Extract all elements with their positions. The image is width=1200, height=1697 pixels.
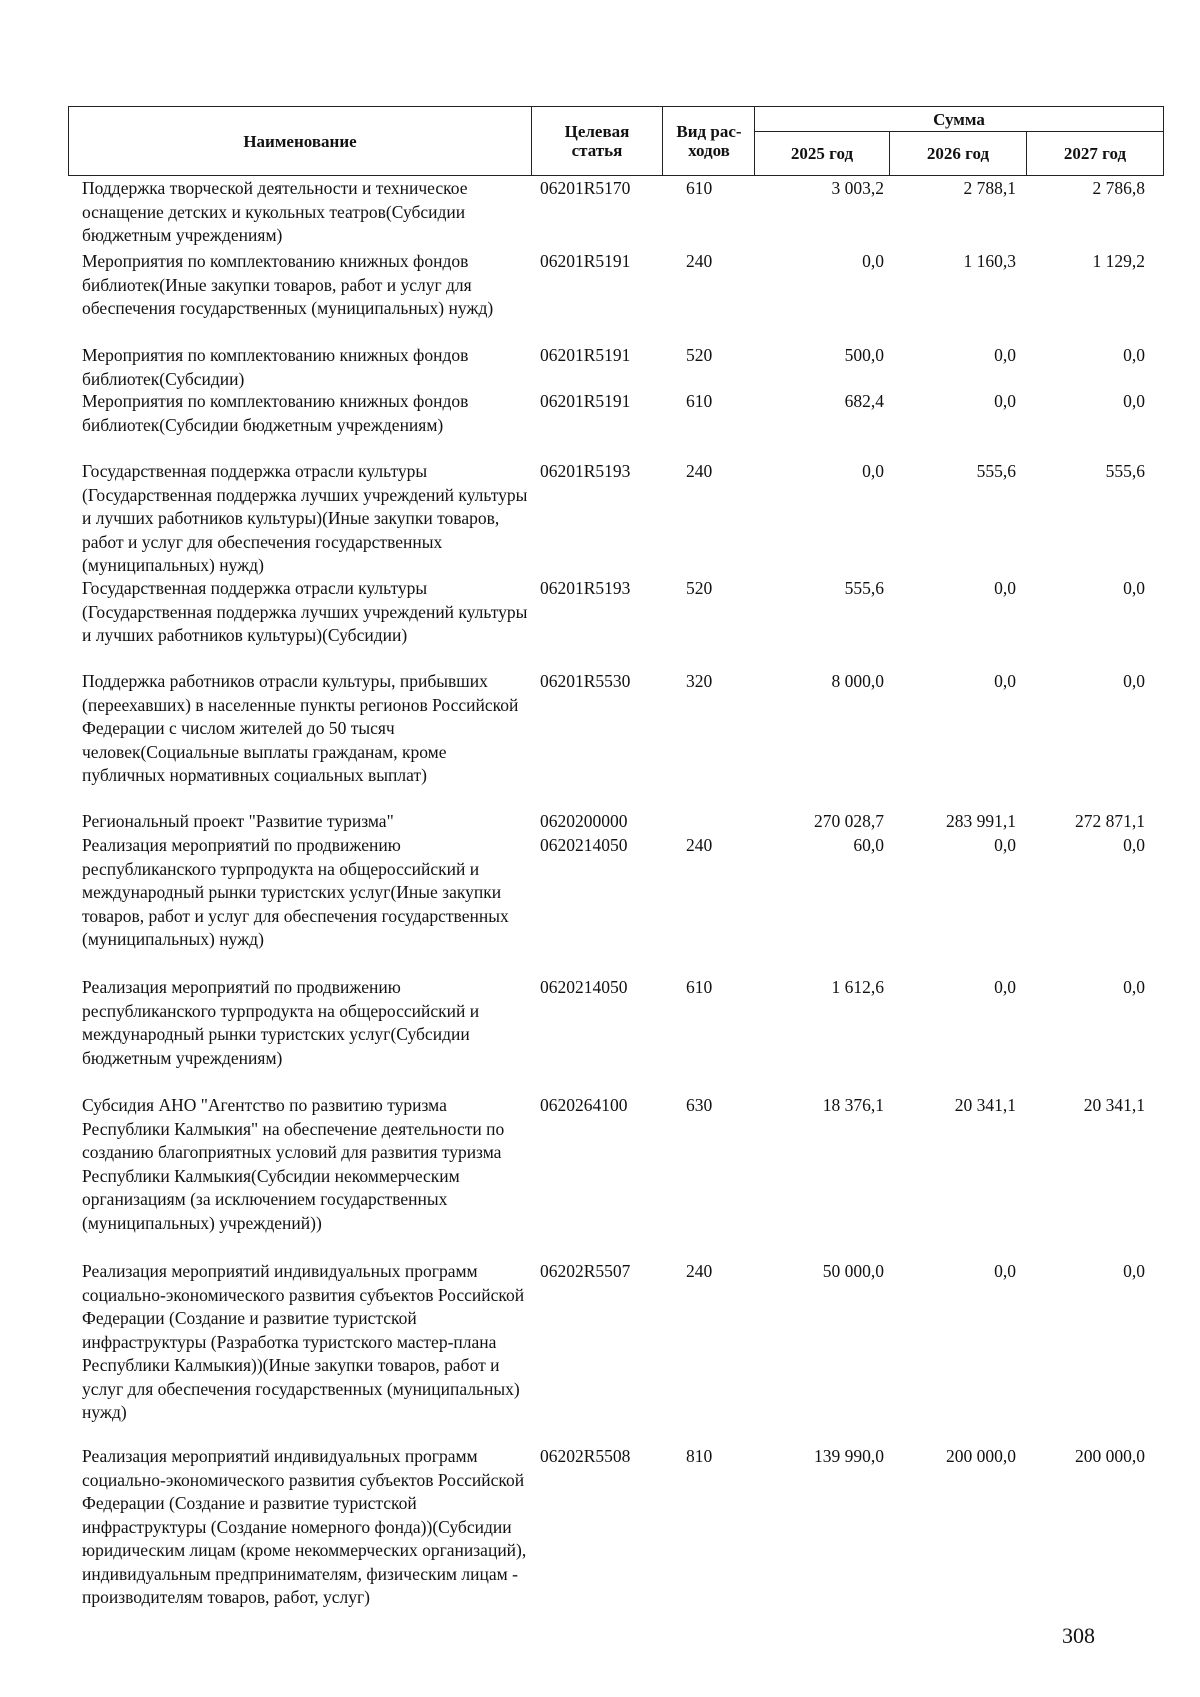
- row-value-2026: 0,0: [994, 1261, 1016, 1281]
- row-code: 06201R5193: [540, 578, 631, 598]
- header-2025: 2025 год: [790, 144, 854, 163]
- row-value-2025: 18 376,1: [822, 1095, 884, 1115]
- row-type: 610: [686, 178, 713, 198]
- header-name: Наименование: [243, 131, 357, 151]
- row-name: Региональный проект "Развитие туризма": [82, 811, 394, 831]
- row-value-2025: 1 612,6: [831, 977, 884, 997]
- row-value-2026: 1 160,3: [963, 251, 1016, 271]
- row-value-2025: 8 000,0: [831, 671, 884, 691]
- row-code: 0620214050: [540, 977, 628, 997]
- row-value-2025: 0,0: [862, 461, 884, 481]
- row-value-2026: 0,0: [994, 977, 1016, 997]
- row-type: 520: [686, 578, 713, 598]
- row-name: Реализация мероприятий индивидуальных программ социально-экономического развития субъектов Российской Федерации (Создание и развитие туристской инфраструктуры (Создание номерного фонда))(Субсидии юридическим лицам (кроме некоммерческих организаций), индивидуальным предпринимателям, физическим лицам - производителям товаров, работ, услуг): [82, 1446, 527, 1607]
- row-name: Поддержка работников отрасли культуры, прибывших (переехавших) в населенные пункты регионов Российской Федерации с числом жителей до 50 тысяч человек(Социальные выплаты гражданам, кроме публичных нормативных социальных выплат): [82, 671, 519, 785]
- row-value-2025: 555,6: [844, 578, 884, 598]
- row-code: 0620264100: [540, 1095, 628, 1115]
- row-value-2026: 0,0: [994, 671, 1016, 691]
- row-value-2026: 283 991,1: [946, 811, 1016, 831]
- header-divider: [531, 107, 532, 175]
- row-code: 06201R5191: [540, 345, 631, 365]
- row-type: 520: [686, 345, 713, 365]
- row-name: Мероприятия по комплектованию книжных фондов библиотек(Иные закупки товаров, работ и услуг для обеспечения государственных (муниципальных) нужд): [82, 251, 494, 318]
- row-value-2025: 60,0: [853, 835, 884, 855]
- row-code: 06201R5530: [540, 671, 631, 691]
- header-type: Вид рас-ходов: [676, 122, 742, 160]
- row-type: 810: [686, 1446, 713, 1466]
- row-code: 06201R5193: [540, 461, 631, 481]
- row-value-2027: 0,0: [1123, 391, 1145, 411]
- row-value-2027: 0,0: [1123, 1261, 1145, 1281]
- row-value-2025: 50 000,0: [822, 1261, 884, 1281]
- row-type: 630: [686, 1095, 713, 1115]
- row-value-2026: 0,0: [994, 345, 1016, 365]
- header-divider: [662, 107, 663, 175]
- row-value-2025: 682,4: [844, 391, 884, 411]
- page-number: 308: [1062, 1623, 1095, 1648]
- row-name: Реализация мероприятий по продвижению республиканского турпродукта на общероссийский и международный рынки туристских услуг(Субсидии бюджетным учреждениям): [82, 977, 480, 1068]
- row-value-2025: 500,0: [844, 345, 884, 365]
- row-value-2027: 555,6: [1105, 461, 1145, 481]
- table-header: [68, 106, 1164, 176]
- row-name: Государственная поддержка отрасли культуры (Государственная поддержка лучших учреждений культуры и лучших работников культуры)(Субсидии): [82, 578, 528, 645]
- row-value-2026: 2 788,1: [963, 178, 1016, 198]
- row-value-2027: 0,0: [1123, 977, 1145, 997]
- header-sum: Сумма: [933, 109, 985, 129]
- row-value-2027: 1 129,2: [1092, 251, 1145, 271]
- row-code: 06201R5170: [540, 178, 631, 198]
- row-code: 06201R5191: [540, 391, 631, 411]
- row-value-2026: 555,6: [976, 461, 1016, 481]
- header-2027: 2027 год: [1063, 144, 1127, 163]
- row-value-2025: 139 990,0: [814, 1446, 884, 1466]
- row-value-2025: 0,0: [862, 251, 884, 271]
- row-type: 320: [686, 671, 713, 691]
- row-value-2027: 200 000,0: [1075, 1446, 1145, 1466]
- row-value-2026: 20 341,1: [954, 1095, 1016, 1115]
- row-value-2026: 200 000,0: [946, 1446, 1016, 1466]
- row-name: Реализация мероприятий индивидуальных программ социально-экономического развития субъектов Российской Федерации (Создание и развитие туристской инфраструктуры (Разработка туристского мастер-плана Республики Калмыкия))(Иные закупки товаров, работ и услуг для обеспечения государственных (муниципальных) нужд): [82, 1261, 525, 1422]
- row-value-2026: 0,0: [994, 578, 1016, 598]
- row-code: 0620200000: [540, 811, 628, 831]
- row-code: 06201R5191: [540, 251, 631, 271]
- header-code: Целевая статья: [564, 122, 630, 160]
- row-code: 0620214050: [540, 835, 628, 855]
- row-code: 06202R5507: [540, 1261, 631, 1281]
- row-value-2027: 2 786,8: [1092, 178, 1145, 198]
- row-name: Мероприятия по комплектованию книжных фондов библиотек(Субсидии): [82, 345, 469, 389]
- row-name: Субсидия АНО "Агентство по развитию туризма Республики Калмыкия" на обеспечение деятельности по созданию благоприятных условий для развития туризма Республики Калмыкия(Субсидии некоммерческим организациям (за исключением государственных (муниципальных) учреждений)): [82, 1095, 505, 1233]
- row-value-2027: 0,0: [1123, 578, 1145, 598]
- row-value-2025: 270 028,7: [814, 811, 884, 831]
- row-value-2027: 272 871,1: [1075, 811, 1145, 831]
- row-name: Мероприятия по комплектованию книжных фондов библиотек(Субсидии бюджетным учреждениям): [82, 391, 469, 435]
- row-type: 610: [686, 977, 713, 997]
- row-code: 06202R5508: [540, 1446, 631, 1466]
- row-value-2027: 0,0: [1123, 671, 1145, 691]
- row-type: 240: [686, 461, 713, 481]
- row-type: 240: [686, 1261, 713, 1281]
- row-value-2026: 0,0: [994, 835, 1016, 855]
- header-2026: 2026 год: [926, 144, 990, 163]
- row-name: Реализация мероприятий по продвижению республиканского турпродукта на общероссийский и международный рынки туристских услуг(Иные закупки товаров, работ и услуг для обеспечения государственных (муниципальных) нужд): [82, 835, 509, 949]
- row-type: 610: [686, 391, 713, 411]
- row-name: Поддержка творческой деятельности и техническое оснащение детских и кукольных театров(Субсидии бюджетным учреждениям): [82, 178, 468, 245]
- row-type: 240: [686, 251, 713, 271]
- row-value-2027: 0,0: [1123, 835, 1145, 855]
- row-value-2025: 3 003,2: [831, 178, 884, 198]
- row-value-2026: 0,0: [994, 391, 1016, 411]
- row-value-2027: 20 341,1: [1083, 1095, 1145, 1115]
- row-type: 240: [686, 835, 713, 855]
- row-value-2027: 0,0: [1123, 345, 1145, 365]
- row-name: Государственная поддержка отрасли культуры (Государственная поддержка лучших учреждений культуры и лучших работников культуры)(Иные закупки товаров, работ и услуг для обеспечения государственных (муниципальных) нужд): [82, 461, 528, 575]
